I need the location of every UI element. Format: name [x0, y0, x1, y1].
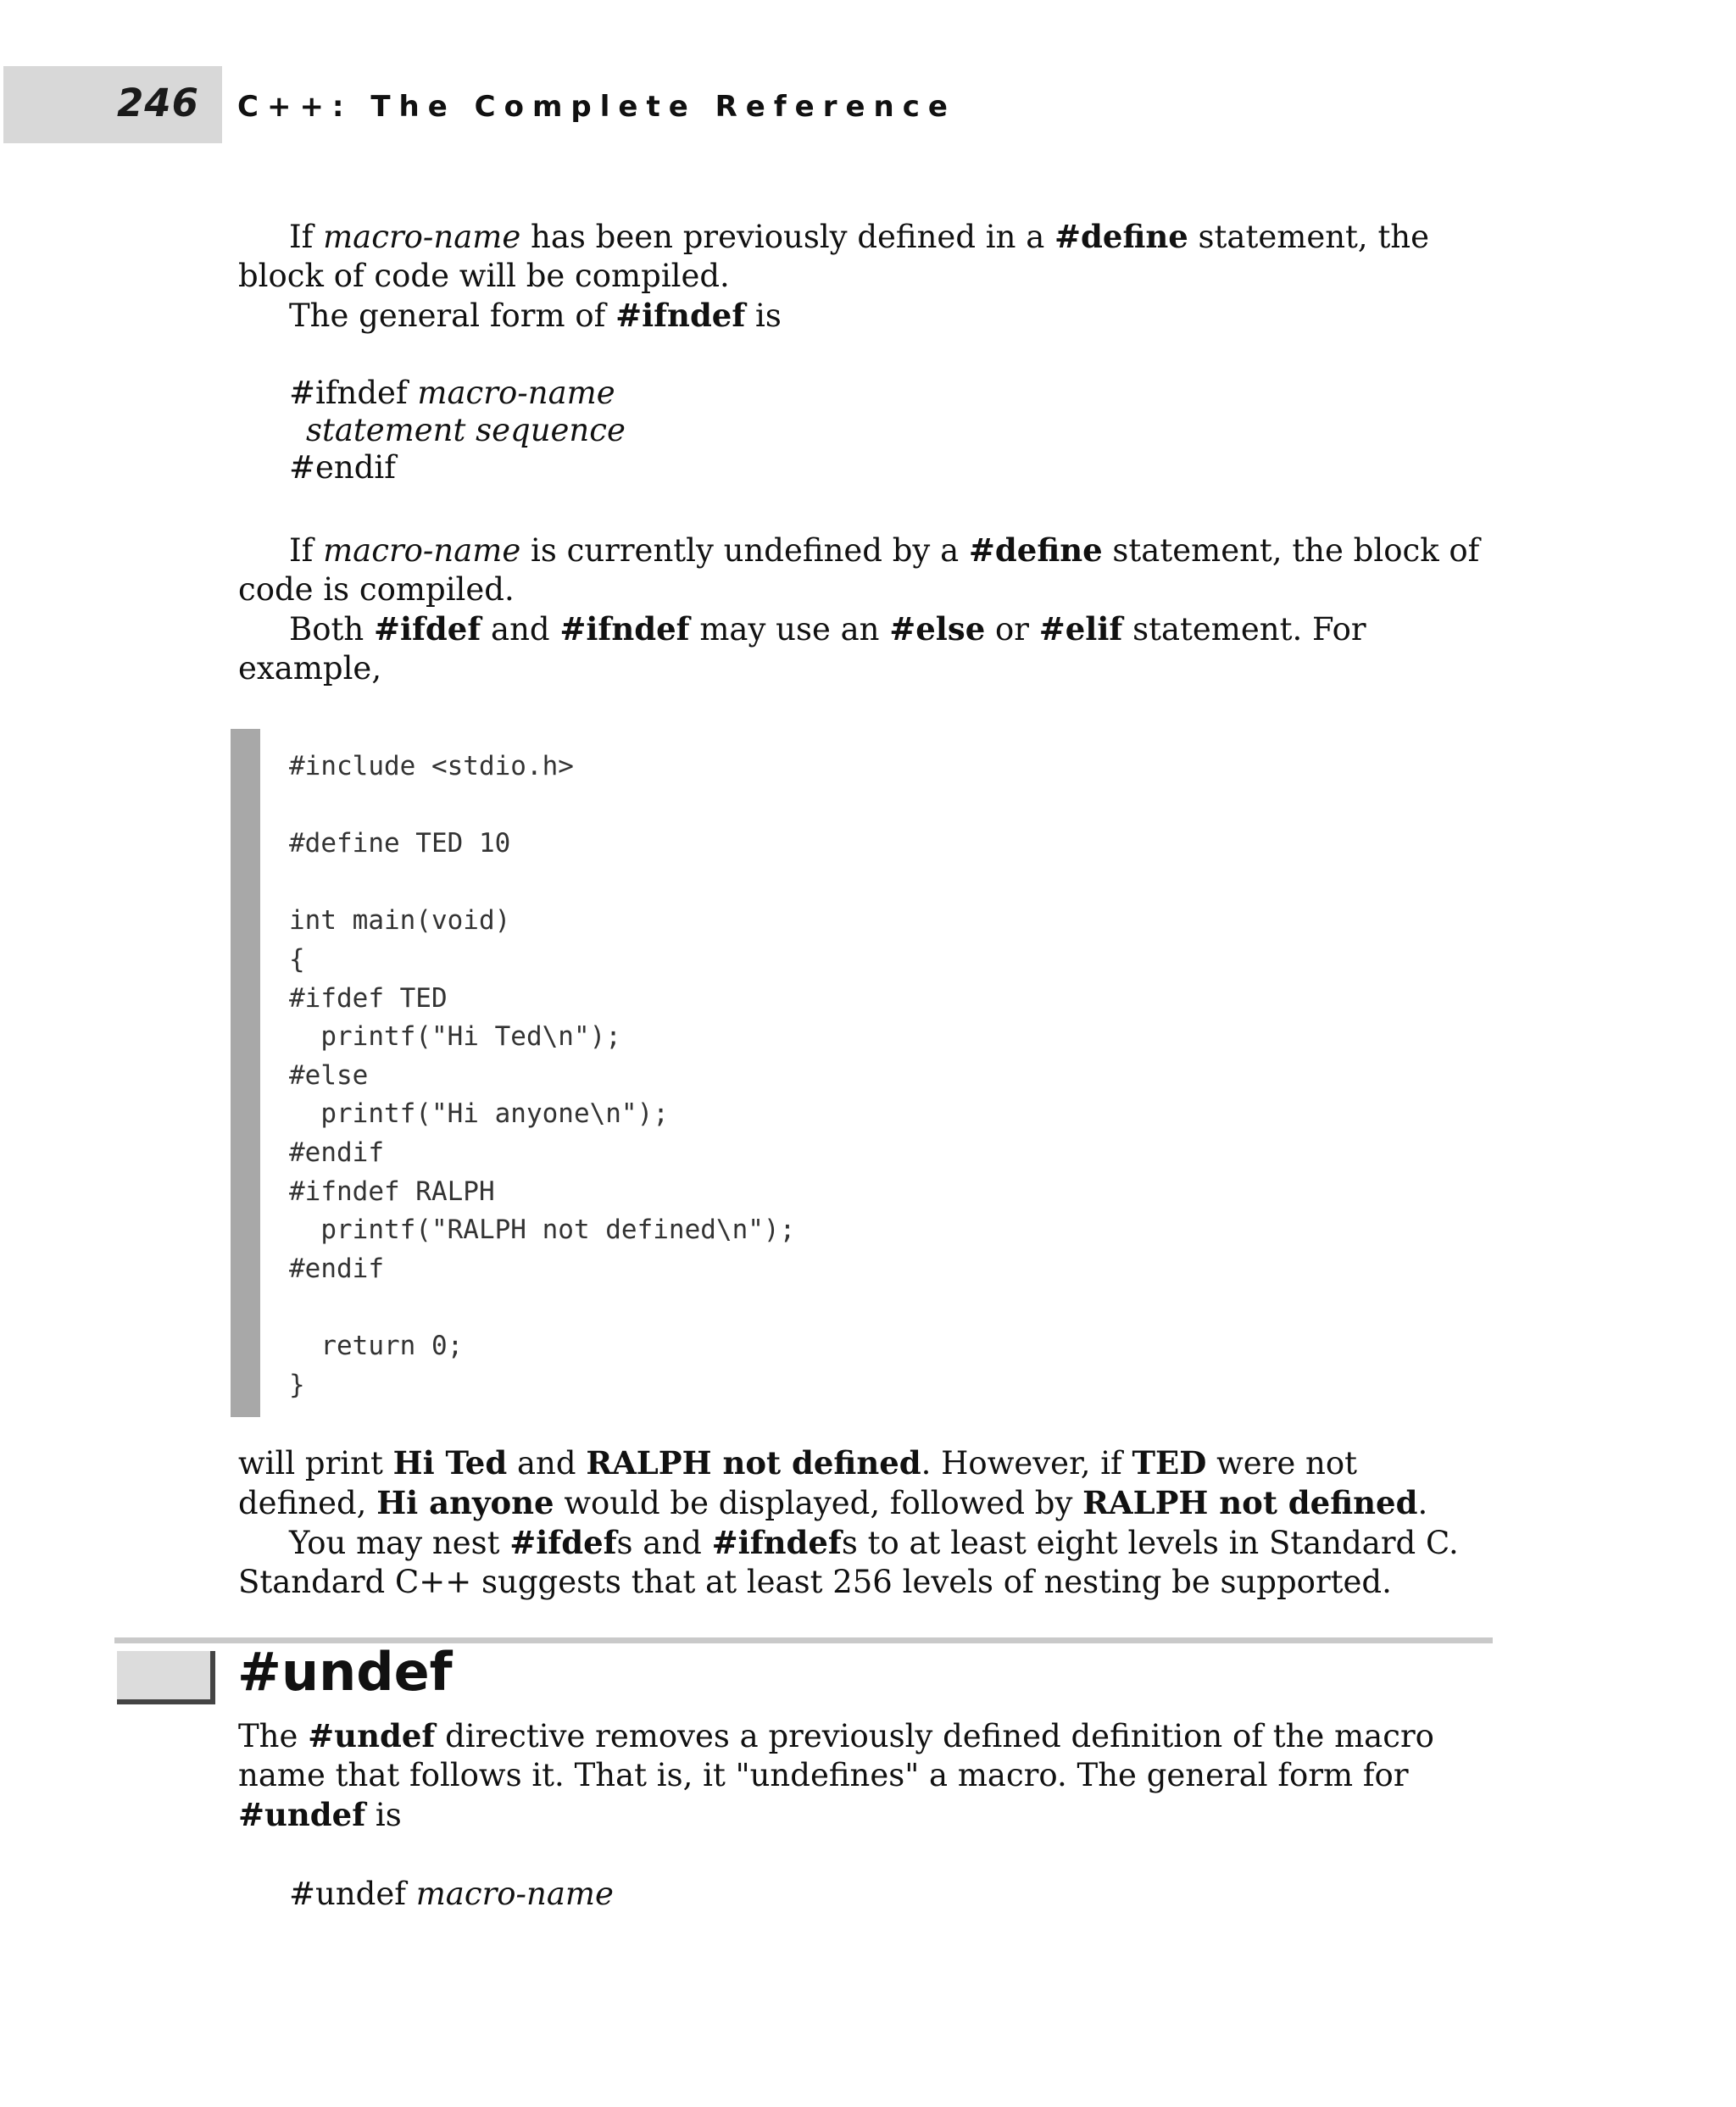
code-margin-bar	[231, 729, 260, 1417]
ifndef-syntax	[238, 375, 1484, 486]
section-body	[238, 1716, 1484, 1913]
section-heading: #undef	[237, 1641, 453, 1703]
syntax-line: #ifndef macro-name	[289, 375, 615, 411]
page-number: 246	[117, 81, 199, 125]
code-example-block	[238, 729, 1484, 1404]
paragraph-output-explanation: will print Hi Ted and RALPH not defined. However, if TED were not defined, Hi anyone would be displayed, followed by RALPH not defined.	[238, 1444, 1428, 1522]
page-body	[238, 217, 1484, 1602]
paragraph-nesting-levels: You may nest #ifdefs and #ifndefs to at least eight levels in Standard C. Standard C++ suggests that at least 256 levels of nesting be supported.	[238, 1524, 1459, 1601]
running-title: C++: The Complete Reference	[237, 90, 956, 124]
syntax-line: #endif	[289, 449, 396, 486]
section-marker-box	[117, 1651, 215, 1704]
paragraph-ifndef-explanation: If macro-name is currently undefined by a #define statement, the block of code is compiled.	[238, 531, 1480, 608]
undef-syntax	[238, 1876, 1484, 1913]
syntax-line: #undef macro-name	[289, 1876, 614, 1912]
paragraph-undef-explanation: The #undef directive removes a previously defined definition of the macro name that follows it. That is, it "undefines" a macro. The general form for #undef is	[238, 1717, 1434, 1833]
syntax-line: statement sequence	[306, 412, 626, 448]
paragraph-ifndef-intro: The general form of #ifndef is	[289, 297, 782, 334]
paragraph-ifdef-explanation: If macro-name has been previously defined in a #define statement, the block of code will be compiled.	[238, 218, 1430, 294]
paragraph-else-elif: Both #ifdef and #ifndef may use an #else or #elif statement. For example,	[238, 610, 1366, 687]
code-listing: #include <stdio.h> #define TED 10 int main(void) { #ifdef TED printf("Hi Ted\n"); #else printf("Hi anyone\n"); #endif #ifndef RALPH printf("RALPH not defined\n"); #endif return 0; }	[289, 751, 796, 1400]
